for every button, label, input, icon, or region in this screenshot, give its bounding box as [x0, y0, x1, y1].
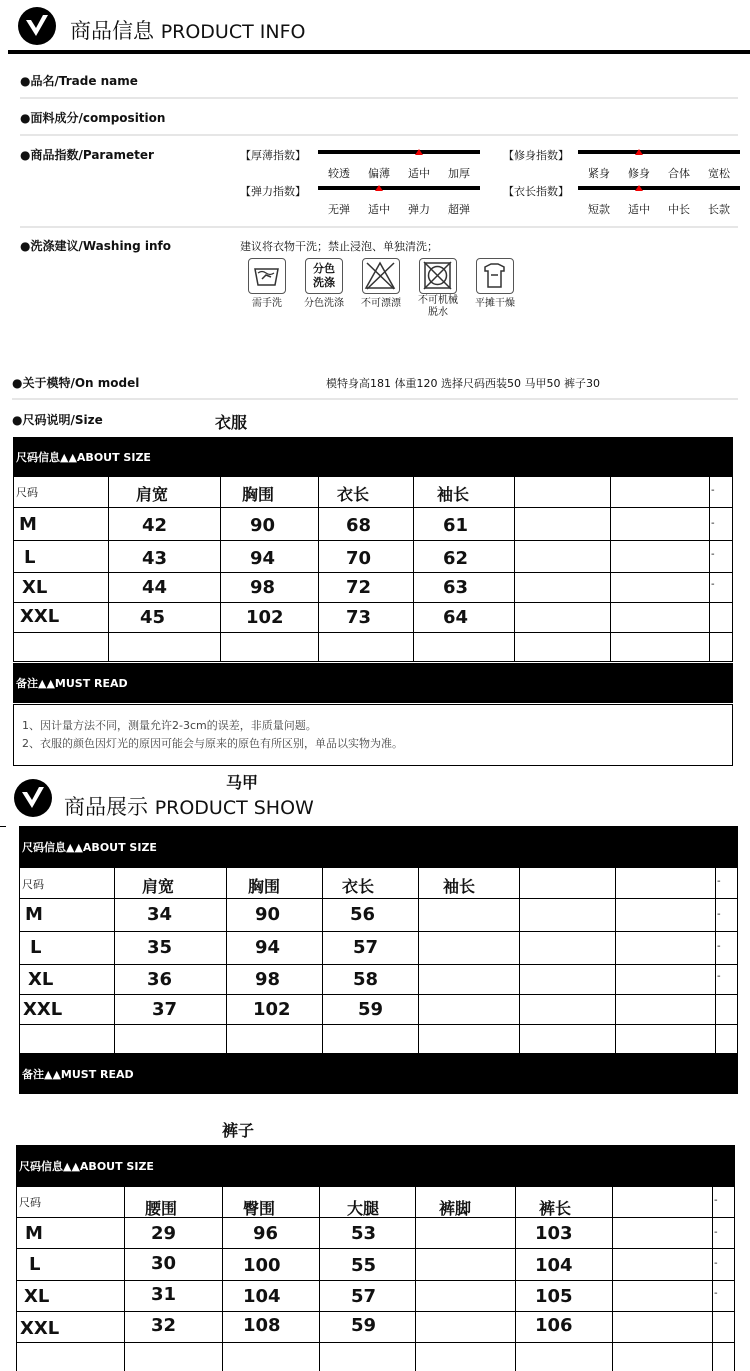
table-cell: 57	[353, 937, 379, 958]
table-cell: 53	[351, 1223, 377, 1244]
dash-mark: -	[714, 1195, 718, 1206]
edge-mark	[0, 826, 6, 827]
thickness-scale-title: 【厚薄指数】	[240, 149, 306, 162]
size-row-label: M	[25, 1223, 43, 1244]
size-column-header: 尺码	[16, 486, 38, 499]
thickness-scale	[318, 150, 480, 190]
scale-tick: 偏薄	[368, 167, 390, 180]
scale-tick: 短款	[588, 203, 610, 216]
scale-tick: 较透	[328, 167, 350, 180]
note-line: 2、衣服的颜色因灯光的原因可能会与原来的原色有所区别，单品以实物为准。	[22, 737, 403, 750]
column-header: 肩宽	[142, 877, 175, 896]
column-header: 袖长	[443, 877, 476, 896]
table-cell: 37	[152, 999, 178, 1020]
column-header: 裤长	[539, 1199, 572, 1218]
trade-name-label: ●品名/Trade name	[20, 74, 138, 88]
fit-marker	[635, 149, 643, 155]
brand-logo-icon	[13, 778, 53, 818]
scale-tick: 加厚	[448, 167, 470, 180]
table-cell: 98	[250, 577, 276, 598]
table-cell: 90	[250, 515, 276, 536]
table-cell: 61	[443, 515, 469, 536]
table-cell: 104	[243, 1286, 281, 1307]
length-scale	[578, 186, 740, 226]
dash-mark: -	[711, 518, 715, 529]
table-cell: 29	[151, 1223, 177, 1244]
size-row-label: M	[25, 904, 43, 925]
table-cell: 90	[255, 904, 281, 925]
scale-tick: 合体	[668, 167, 690, 180]
separator	[20, 97, 738, 99]
length-marker	[635, 185, 643, 191]
length-scale-title: 【衣长指数】	[503, 185, 569, 198]
size-row-label: L	[29, 1254, 41, 1275]
table-cell: 102	[253, 999, 291, 1020]
washing-advice: 建议将衣物干洗；禁止浸泡、单独清洗；	[240, 240, 438, 253]
wash-label: 不可机械 脱水	[418, 295, 458, 318]
size-row-label: XXL	[20, 606, 60, 627]
scale-tick: 无弹	[328, 203, 350, 216]
fit-scale	[578, 150, 740, 190]
dash-mark: -	[714, 1258, 718, 1269]
table-cell: 63	[443, 577, 469, 598]
table-cell: 94	[250, 548, 276, 569]
dash-mark: -	[711, 579, 715, 590]
size-row-label: XXL	[23, 999, 63, 1020]
scale-tick: 中长	[668, 203, 690, 216]
brand-logo-icon	[17, 6, 57, 46]
table-cell: 45	[140, 607, 166, 628]
table-cell: 59	[358, 999, 384, 1020]
color-separate-icon: 分色 洗涤	[305, 258, 343, 294]
scale-tick: 适中	[368, 203, 390, 216]
column-header: 肩宽	[136, 485, 169, 504]
scale-tick: 修身	[628, 167, 650, 180]
table-cell: 102	[246, 607, 284, 628]
table-cell: 56	[350, 904, 376, 925]
column-header: 衣长	[337, 485, 370, 504]
table-cell: 44	[142, 577, 168, 598]
table-cell: 32	[151, 1315, 177, 1336]
header-title: 商品信息 PRODUCT INFO	[70, 19, 306, 43]
vest-size-table	[19, 868, 738, 1054]
column-header: 衣长	[342, 877, 375, 896]
column-header: 大腿	[347, 1199, 380, 1218]
table-cell: 31	[151, 1284, 177, 1305]
table-cell: 42	[142, 515, 168, 536]
table-cell: 106	[535, 1315, 573, 1336]
flat-dry-icon	[476, 258, 514, 294]
table-cell: 100	[243, 1255, 281, 1276]
dash-mark: -	[711, 549, 715, 560]
wash-label: 平摊干燥	[475, 298, 515, 309]
size-column-header: 尺码	[22, 878, 44, 891]
column-header: 臀围	[243, 1199, 276, 1218]
on-model-label: ●关于模特/On model	[12, 376, 140, 390]
dash-mark: -	[717, 971, 721, 982]
table-cell: 43	[142, 548, 168, 569]
size-row-label: M	[19, 514, 37, 535]
column-header: 袖长	[437, 485, 470, 504]
vest-title: 马甲	[226, 773, 259, 792]
model-info: 模特身高181 体重120 选择尺码西装50 马甲50 裤子30	[326, 377, 600, 390]
scale-tick: 适中	[408, 167, 430, 180]
table-cell: 98	[255, 969, 281, 990]
column-header: 胸围	[248, 877, 281, 896]
size-row-label: L	[30, 937, 42, 958]
separator	[20, 226, 738, 228]
size-column-header: 尺码	[19, 1196, 41, 1209]
product-show-title: 商品展示 PRODUCT SHOW	[64, 795, 314, 819]
about-size-bar: 尺码信息▲▲ABOUT SIZE	[13, 437, 733, 477]
elastic-marker	[375, 185, 383, 191]
notes-box	[13, 704, 733, 766]
column-header: 腰围	[145, 1199, 178, 1218]
table-cell: 70	[346, 548, 372, 569]
size-row-label: L	[24, 547, 36, 568]
note-line: 1、因计量方法不同，测量允许2-3cm的误差，非质量问题。	[22, 719, 317, 732]
separator	[20, 134, 738, 136]
dash-mark: -	[714, 1227, 718, 1238]
table-cell: 57	[351, 1286, 377, 1307]
dash-mark: -	[717, 941, 721, 952]
dash-mark: -	[717, 909, 721, 920]
scale-tick: 适中	[628, 203, 650, 216]
scale-tick: 紧身	[588, 167, 610, 180]
size-row-label: XL	[28, 969, 54, 990]
pants-size-table	[16, 1187, 735, 1371]
table-cell: 73	[346, 607, 372, 628]
table-cell: 64	[443, 607, 469, 628]
scale-tick: 宽松	[708, 167, 730, 180]
separator	[12, 398, 738, 400]
table-cell: 104	[535, 1255, 573, 1276]
clothes-size-table	[13, 477, 733, 662]
elastic-scale	[318, 186, 480, 226]
size-label: ●尺码说明/Size	[12, 413, 103, 427]
dash-mark: -	[717, 876, 721, 887]
scale-tick: 超弹	[448, 203, 470, 216]
table-cell: 34	[147, 904, 173, 925]
table-cell: 58	[353, 969, 379, 990]
must-read-bar: 备注▲▲MUST READ	[13, 663, 733, 703]
wash-label: 不可漂漂	[361, 298, 401, 309]
size-row-label: XL	[22, 577, 48, 598]
clothes-title: 衣服	[215, 413, 248, 432]
dash-mark: -	[711, 485, 715, 496]
table-cell: 62	[443, 548, 469, 569]
header-rule	[8, 50, 750, 54]
scale-tick: 长款	[708, 203, 730, 216]
must-read-bar: 备注▲▲MUST READ	[19, 1054, 738, 1094]
table-cell: 94	[255, 937, 281, 958]
table-cell: 59	[351, 1315, 377, 1336]
table-cell: 72	[346, 577, 372, 598]
hand-wash-icon	[248, 258, 286, 294]
composition-label: ●面料成分/composition	[20, 111, 166, 125]
column-header: 裤脚	[439, 1199, 472, 1218]
size-row-label: XXL	[20, 1318, 60, 1339]
thickness-marker	[415, 149, 423, 155]
washing-label: ●洗涤建议/Washing info	[20, 239, 171, 253]
elastic-scale-title: 【弹力指数】	[240, 185, 306, 198]
table-cell: 30	[151, 1253, 177, 1274]
table-cell: 55	[351, 1255, 377, 1276]
about-size-bar: 尺码信息▲▲ABOUT SIZE	[16, 1145, 735, 1187]
scale-tick: 弹力	[408, 203, 430, 216]
wash-label: 分色洗涤	[304, 298, 344, 309]
about-size-bar: 尺码信息▲▲ABOUT SIZE	[19, 826, 738, 868]
no-machine-wash-icon	[419, 258, 457, 294]
table-cell: 108	[243, 1315, 281, 1336]
parameter-label: ●商品指数/Parameter	[20, 148, 154, 162]
table-cell: 36	[147, 969, 173, 990]
table-cell: 105	[535, 1286, 573, 1307]
table-cell: 35	[147, 937, 173, 958]
dash-mark: -	[714, 1288, 718, 1299]
table-cell: 68	[346, 515, 372, 536]
table-cell: 103	[535, 1223, 573, 1244]
table-cell: 96	[253, 1223, 279, 1244]
wash-label: 需手洗	[252, 298, 282, 309]
pants-title: 裤子	[222, 1121, 255, 1140]
column-header: 胸围	[242, 485, 275, 504]
size-row-label: XL	[24, 1286, 50, 1307]
no-bleach-icon	[362, 258, 400, 294]
fit-scale-title: 【修身指数】	[503, 149, 569, 162]
